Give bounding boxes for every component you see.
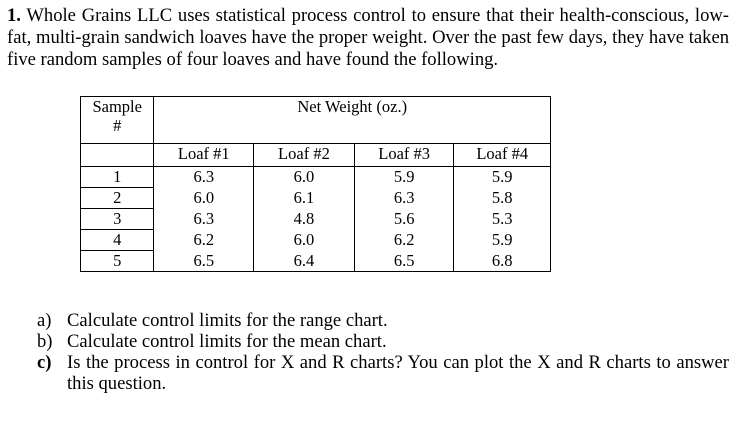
sample-number: 1 <box>81 167 154 188</box>
loaf-4-value: 6.8 <box>454 251 551 272</box>
loaf-1-value: 6.0 <box>154 188 254 209</box>
sample-header-cell <box>81 97 154 144</box>
weights-table <box>80 96 551 272</box>
question-list <box>37 310 729 394</box>
question-label: c) <box>37 352 52 373</box>
table-row <box>81 188 551 209</box>
sample-header-hash: # <box>113 116 122 135</box>
loaf-4-value: 5.3 <box>454 209 551 230</box>
table-header-row <box>81 97 551 144</box>
loaf-1-value: 6.3 <box>154 167 254 188</box>
loaf-3-value: 5.6 <box>354 209 454 230</box>
problem-statement <box>7 5 729 71</box>
loaf-3-value: 6.5 <box>354 251 454 272</box>
loaf-1-value: 6.3 <box>154 209 254 230</box>
sample-number: 5 <box>81 251 154 272</box>
question-c <box>37 352 729 394</box>
question-label: a) <box>37 310 52 331</box>
sample-number: 2 <box>81 188 154 209</box>
loaf-header-4: Loaf #4 <box>454 144 551 167</box>
loaf-4-value: 5.9 <box>454 230 551 251</box>
problem-text: Whole Grains LLC uses statistical process control to ensure that their health-conscious, low-fat, multi-grain sandwich loaves have the proper weight. Over the past few days, they have taken five random samples of four loaves and have found the following. <box>7 5 729 70</box>
loaf-2-value: 6.1 <box>254 188 355 209</box>
loaf-header-1: Loaf #1 <box>154 144 254 167</box>
net-weight-label: Net Weight (oz.) <box>297 97 408 116</box>
question-text: Calculate control limits for the range chart. <box>67 310 388 331</box>
question-label: b) <box>37 331 53 352</box>
question-a <box>37 310 729 331</box>
loaf-2-value: 6.4 <box>254 251 355 272</box>
loaf-header-2: Loaf #2 <box>254 144 355 167</box>
table-row <box>81 230 551 251</box>
sample-header-label: Sample <box>92 97 142 116</box>
sample-subheader-empty <box>81 144 154 167</box>
loaf-3-value: 6.3 <box>354 188 454 209</box>
net-weight-header <box>154 97 551 144</box>
sample-number: 3 <box>81 209 154 230</box>
loaf-2-value: 6.0 <box>254 167 355 188</box>
loaf-3-value: 5.9 <box>354 167 454 188</box>
loaf-header-row <box>81 144 551 167</box>
loaf-4-value: 5.8 <box>454 188 551 209</box>
loaf-2-value: 4.8 <box>254 209 355 230</box>
sample-number: 4 <box>81 230 154 251</box>
loaf-3-value: 6.2 <box>354 230 454 251</box>
table-row <box>81 167 551 188</box>
loaf-2-value: 6.0 <box>254 230 355 251</box>
question-b <box>37 331 729 352</box>
problem-number: 1. <box>7 5 21 26</box>
loaf-header-3: Loaf #3 <box>354 144 454 167</box>
table-row <box>81 209 551 230</box>
loaf-1-value: 6.5 <box>154 251 254 272</box>
loaf-4-value: 5.9 <box>454 167 551 188</box>
loaf-1-value: 6.2 <box>154 230 254 251</box>
question-text: Is the process in control for X and R charts? You can plot the X and R charts to answer this question. <box>67 352 729 394</box>
table-row <box>81 251 551 272</box>
question-text: Calculate control limits for the mean chart. <box>67 331 387 352</box>
